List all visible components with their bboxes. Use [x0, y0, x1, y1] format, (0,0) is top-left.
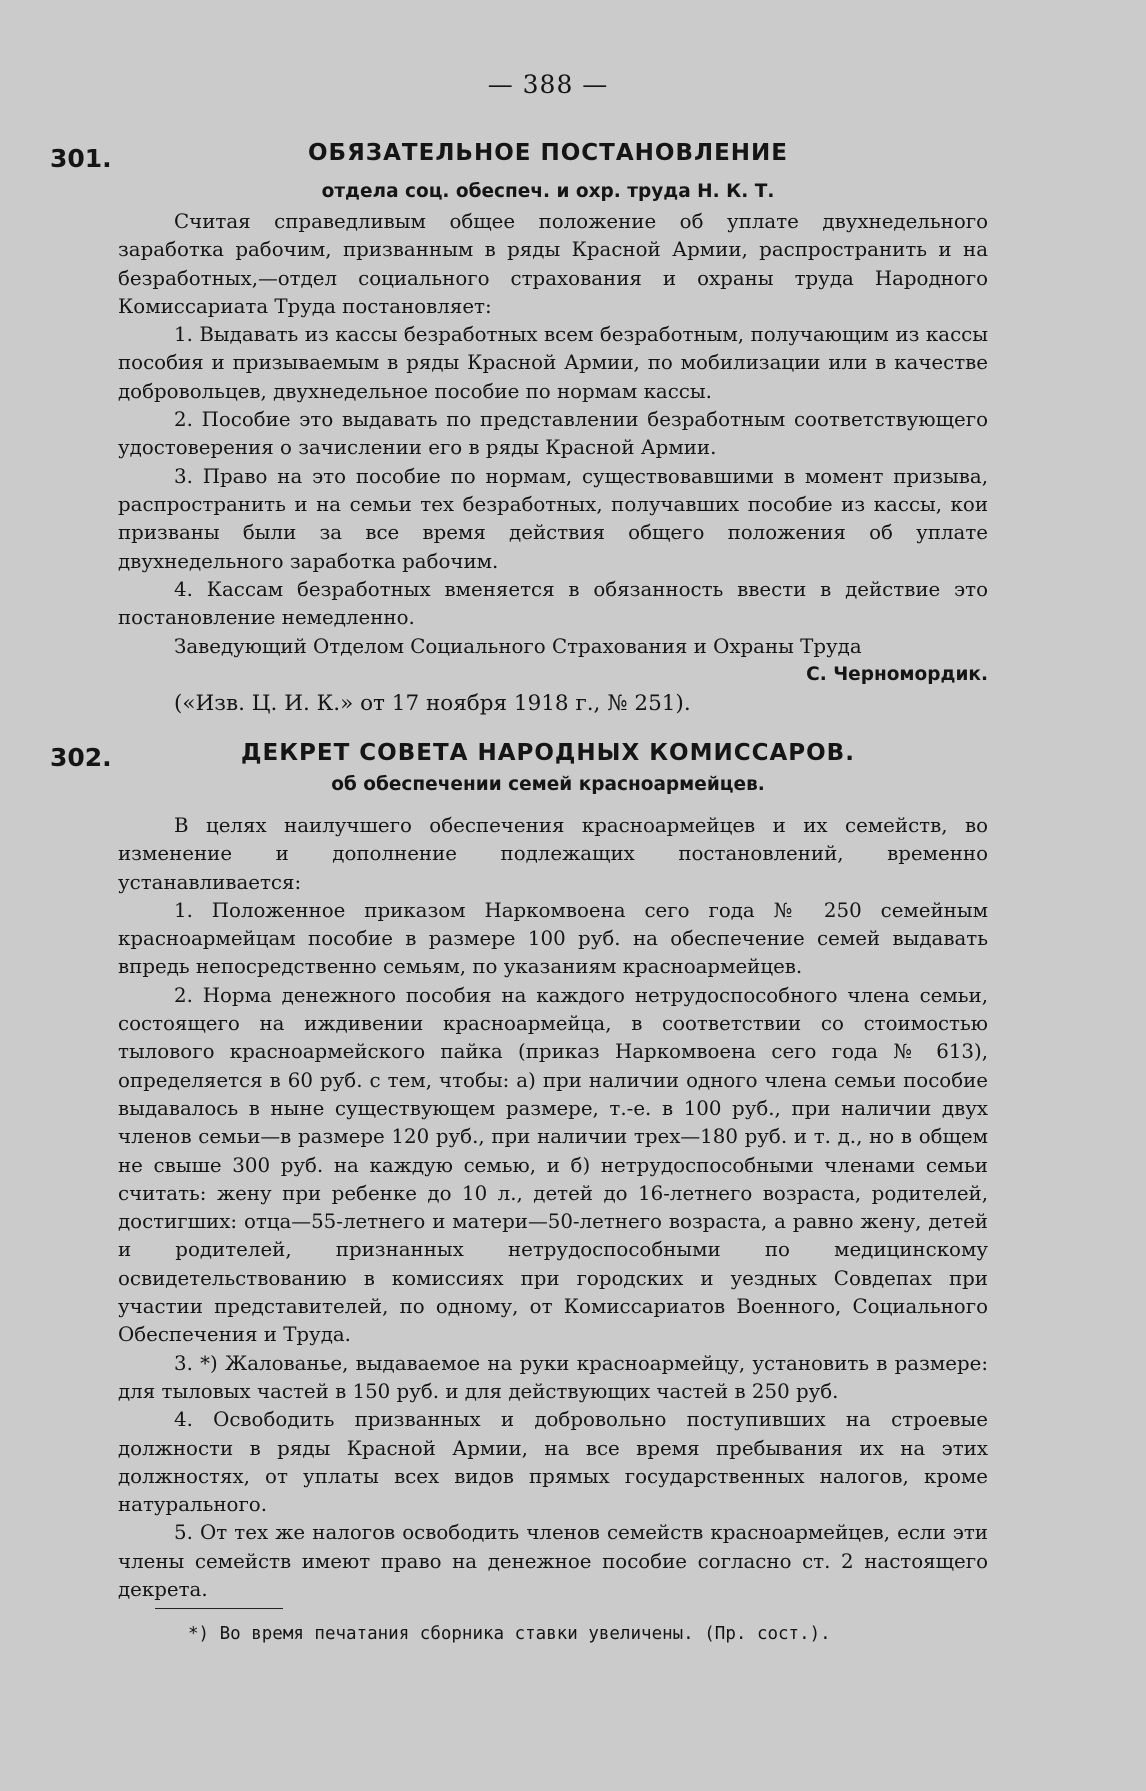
- doc-301-preamble: Считая справедливым общее положение об уплате двухнедельного заработка рабочим, призванным в ряды Красной Армии, распространить и на безработных,—отдел социального страхования и охраны труда Народного Комиссариата Труда постановляет:: [118, 210, 988, 318]
- doc-302-preamble: В целях наилучшего обеспечения красноармейцев и их семейств, во изменение и дополнение подлежащих постановлений, временно устанавливается:: [118, 814, 988, 894]
- doc-302-article-4: 4. Освободить призванных и добровольно поступивших на строевые должности в ряды Красной Армии, на все время пребывания их на этих должностях, от уплаты всех видов прямых государственных налогов, кроме натурального.: [118, 1408, 988, 1517]
- page-number: — 388 —: [487, 70, 609, 99]
- doc-302-number: 302.: [50, 743, 112, 772]
- doc-301-body: [118, 208, 988, 632]
- doc-302-article-2: 2. Норма денежного пособия на каждого нетрудоспособного члена семьи, состоящего на иждивении красноармейца, в соответствии со стоимостью тылового красноармейского пайка (приказ Наркомвоена сего года № 613), определяется в 60 руб. с тем, чтобы: а) при наличии одного члена семьи пособие выдавалось в ныне существующем размере, т.-е. в 100 руб., при наличии двух членов семьи—в размере 120 руб., при наличии трех—180 руб. и т. д., но в общем не свыше 300 руб. на каждую семью, и б) нетрудоспособными членами семьи считать: жену при ребенке до 10 л., детей до 16-летнего возраста, родителей, достигших: отца—55-летнего и матери—50-летнего возраста, а равно жену, детей и родителей, признанных нетрудоспособными по медицинскому освидетельствованию в комиссиях при городских и уездных Совдепах при участии представителей, по одному, от Комиссариатов Военного, Социального Обеспечения и Труда.: [118, 983, 988, 1347]
- doc-302-title: ДЕКРЕТ СОВЕТА НАРОДНЫХ КОМИССАРОВ.: [241, 740, 855, 766]
- doc-302-subtitle: об обеспечении семей красноармейцев.: [331, 774, 765, 795]
- doc-301-signature-title: Заведующий Отделом Социального Страхования и Охраны Труда: [174, 635, 862, 658]
- doc-302-body: [118, 812, 988, 1604]
- footnote: *) Во время печатания сборника ставки увеличены. (Пр. сост.).: [188, 1624, 831, 1644]
- doc-301-clause-2: 2. Пособие это выдавать по представлении безработным соответствующего удостоверения о зачислении его в ряды Красной Армии.: [118, 408, 988, 460]
- doc-301-clause-4: 4. Кассам безработных вменяется в обязанность ввести в действие это постановление немедленно.: [118, 577, 988, 630]
- doc-301-clause-3: 3. Право на это пособие по нормам, существовавшими в момент призыва, распространить и на семьи тех безработных, получавших пособие из кассы, кои призваны были за все время действия общего положения об уплате двухнедельного заработка рабочим.: [118, 464, 988, 573]
- footnote-divider: [155, 1608, 283, 1609]
- doc-302-article-3: 3. *) Жалованье, выдаваемое на руки красноармейцу, установить в размере: для тыловых частей в 150 руб. и для действующих частей в 250 руб.: [118, 1351, 988, 1403]
- doc-301-source: («Изв. Ц. И. К.» от 17 ноября 1918 г., № 251).: [174, 691, 691, 716]
- doc-302-article-5: 5. От тех же налогов освободить членов семейств красноармейцев, если эти члены семейств имеют право на денежное пособие согласно ст. 2 настоящего декрета.: [118, 1521, 988, 1602]
- doc-301-subtitle: отдела соц. обеспеч. и охр. труда Н. К. Т.: [321, 181, 775, 202]
- doc-301-signature-name: С. Черномордик.: [806, 664, 988, 685]
- doc-301-title: ОБЯЗАТЕЛЬНОЕ ПОСТАНОВЛЕНИЕ: [307, 140, 788, 166]
- doc-301-clause-1: 1. Выдавать из кассы безработных всем безработным, получающим из кассы пособия и призываемым в ряды Красной Армии, по мобилизации или в качестве добровольцев, двухнедельное пособие по нормам кассы.: [118, 323, 988, 403]
- doc-301-number: 301.: [50, 144, 112, 173]
- doc-302-article-1: 1. Положенное приказом Наркомвоена сего года № 250 семейным красноармейцам пособие в размере 100 руб. на обеспечение семей выдавать впредь непосредственно семьям, по указаниям красноармейцев.: [118, 898, 988, 979]
